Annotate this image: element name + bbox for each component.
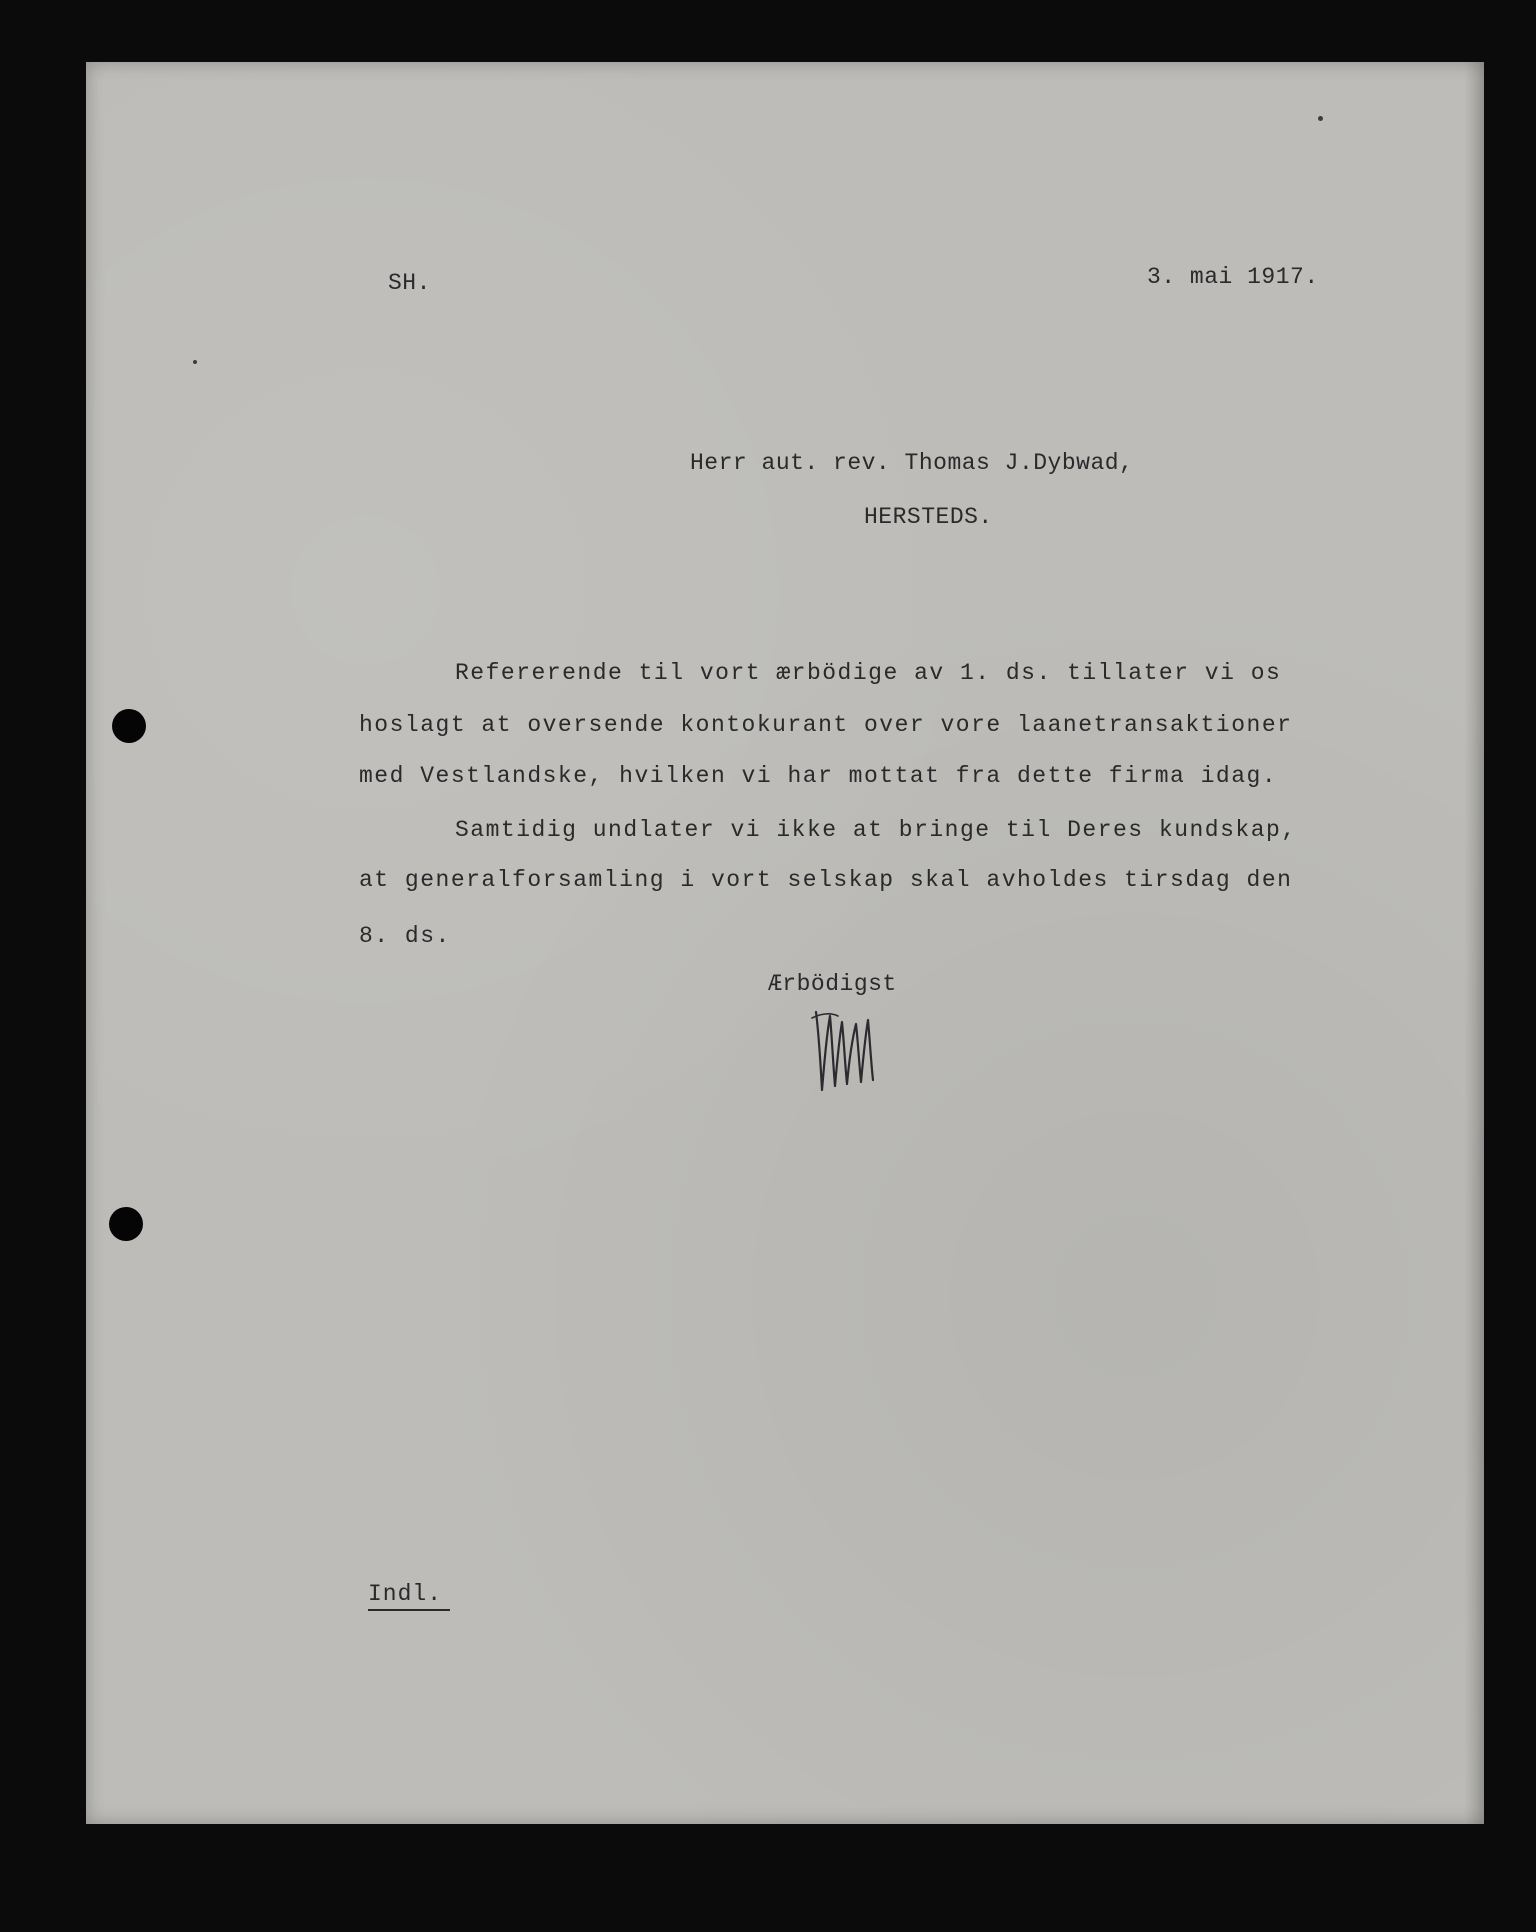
- body-line: 8. ds.: [359, 923, 451, 949]
- punch-hole-icon: [112, 709, 146, 743]
- punch-hole-icon: [109, 1207, 143, 1241]
- closing-salutation: Ærbödigst: [768, 971, 897, 997]
- paper-speck: [1318, 116, 1323, 121]
- recipient-location: HERSTEDS.: [864, 504, 993, 530]
- body-line: med Vestlandske, hvilken vi har mottat fra dette firma idag.: [359, 763, 1278, 789]
- enclosure-note: Indl.: [368, 1583, 450, 1611]
- paper-edge: [1464, 62, 1484, 1824]
- body-line: Refererende til vort ærbödige av 1. ds. tillater vi os: [455, 660, 1282, 686]
- paper-sheet: [86, 62, 1484, 1824]
- recipient-name: Herr aut. rev. Thomas J.Dybwad,: [690, 450, 1134, 476]
- body-line: hoslagt at oversende kontokurant over vore laanetransaktioner: [359, 712, 1293, 738]
- letter-date: 3. mai 1917.: [1147, 264, 1319, 290]
- body-line: Samtidig undlater vi ikke at bringe til Deres kundskap,: [455, 817, 1297, 843]
- reference-initials: SH.: [388, 270, 431, 296]
- handwritten-signature: [808, 998, 878, 1098]
- body-line: at generalforsamling i vort selskap skal avholdes tirsdag den: [359, 867, 1293, 893]
- paper-speck: [193, 360, 197, 364]
